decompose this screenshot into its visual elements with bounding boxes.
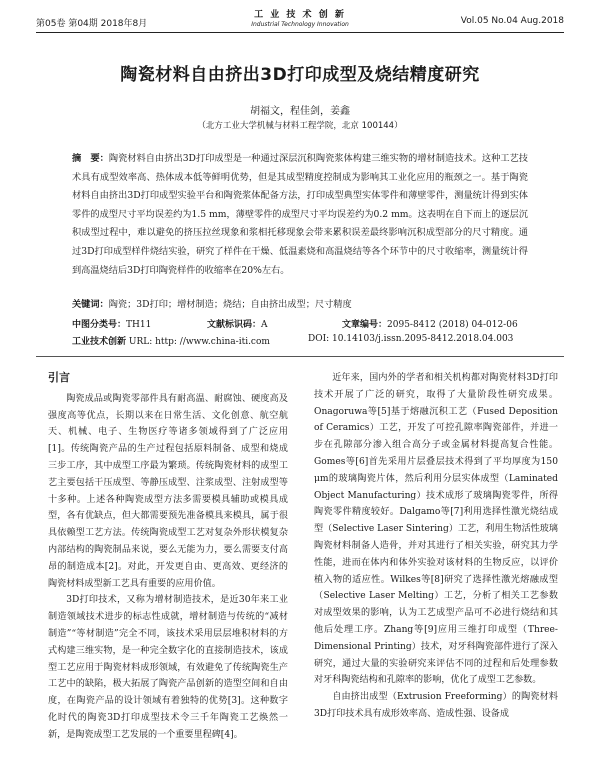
abstract-label: 摘 要： (72, 153, 109, 164)
keywords-text: 陶瓷；3D打印；增材制造；烧结；自由挤出成型；尺寸精度 (108, 299, 352, 310)
doc-code (207, 317, 268, 330)
keywords (72, 296, 528, 310)
running-header (36, 10, 564, 32)
section-title-intro: 引言 (48, 371, 70, 384)
abstract-text: 陶瓷材料自由挤出3D打印成型是一种通过深层沉积陶瓷浆体构建三维实物的增材制造技术。这种工艺技术具有成型效率高、热体成本低等鲜明优势，但是其成型精度控制成为影响其工业化应用的瓶颈之一。基于陶瓷材料自由挤出3D打印成型实验平台和陶瓷浆体配备方法，打印成型典型实体零件和薄壁零件，测量统计得到实体零件的成型尺寸平均误差约为1.5 mm，薄壁零件的成型尺寸平均误差约为0.2 mm。这表明在自下而上的逐层沉积成型过程中，难以避免的挤压拉丝现象和浆相托移现象会带来累积误差最终影响沉积成型部分的尺寸精度。通过3D打印成型样件烧结实验，研究了样件在干燥、低温素烧和高温烧结等各个环节中的尺寸收缩率，测量统计得到高温烧结后3D打印陶瓷样件的收缩率在20%左右。 (72, 153, 528, 276)
doc-code-label: 文献标识码： (207, 320, 262, 330)
clc-label: 中图分类号： (72, 320, 127, 330)
article-number-label: 文章编号： (342, 320, 388, 330)
article-number-value: 2095-8412 (2018) 04-012-06 (387, 320, 518, 330)
left-column (48, 370, 288, 744)
keywords-label: 关键词： (72, 299, 109, 310)
paragraph: 自由挤出成型（Extrusion Freeforming）的陶瓷材料3D打印技术具有成形效率高、造成性强、设备成 (314, 692, 558, 719)
url-label: 工业技术创新 (72, 337, 127, 347)
clc (72, 317, 151, 330)
doc-code-value: A (261, 320, 268, 330)
authors: 胡福文，程佳剑，姜鑫 (250, 106, 350, 117)
clc-value: TH11 (126, 320, 152, 330)
abstract (72, 150, 528, 280)
abstract-separator (36, 356, 564, 357)
url-value[interactable]: URL: http: //www.china-iti.com (128, 337, 270, 347)
paragraph: 陶瓷成品或陶瓷零部件具有耐高温、耐腐蚀、硬度高及强度高等优点，长期以来在日常生活、文化创意、航空航天、机械、电子、生物医疗等诸多领域得到了广泛应用[1]。传统陶瓷产品的生产过程包括原料制备、成型和烧成三步工序，其中成型工序最为繁琐。传统陶瓷材料的成型工艺主要包括干压成型、等静压成型、注浆成型、注射成型等十多种。上述各种陶瓷成型方法多需要模具辅助或模具成型，各有优缺点，但大都需要预先准备模具来模具，属于很具依赖型工艺方法。传统陶瓷成型工艺对复杂外形状模复杂内部结构的陶瓷制品来说，要么无能为力，要么需要支付高昂的制造成本[2]。对此，开发更自由、更高效、更经济的陶瓷材料成型新工艺具有重要的应用价值。 (48, 393, 288, 589)
header-volume-en: Vol.05 No.04 Aug.2018 (460, 16, 564, 26)
journal-name-en: Industrial Technology Innovation (251, 21, 349, 28)
journal-name-cn: 工 业 技 术 创 新 (254, 10, 346, 20)
article-number (342, 317, 518, 330)
right-column (314, 370, 558, 723)
doi[interactable]: DOI: 10.14103/j.issn.2095-8412.2018.04.003 (308, 334, 514, 344)
paper-title: 陶瓷材料自由挤出3D打印成型及烧结精度研究 (120, 65, 480, 85)
header-volume-cn: 第05卷 第04期 2018年8月 (36, 19, 148, 29)
paragraph: 3D打印技术，又称为增材制造技术，是近30年来工业制造领域技术进步的标志性成就，增材制造与传统的“减材制造”“等材制造”完全不同，该技术采用层层堆积材料的方式构建三维实物，是一种完全数字化的直接制造技术，该成型工艺应用于陶瓷材料成形领域，有效避免了传统陶瓷生产工艺中的缺陷，极大拓展了陶瓷产品创新的造型空间和自由度，在陶瓷产品的设计领域有着独特的优势[3]。这种数字化时代的陶瓷3D打印成型技术令三千年陶瓷工艺焕然一新，是陶瓷成型工艺发展的一个重要里程碑[4]。 (48, 595, 288, 740)
affiliation: （北方工业大学机械与材料工程学院，北京 100144） (197, 121, 403, 131)
url (72, 334, 270, 347)
header-rule (36, 32, 564, 33)
paragraph: 近年来，国内外的学者和相关机构都对陶瓷材料3D打印技术开展了广泛的研究，取得了大量阶段性研究成果。Onagoruwa等[5]基于熔融沉积工艺（Fused Deposition of Ceramics）工艺，开发了可控孔隙率陶瓷部件，并进一步在孔隙部分渗入组合高分子或金属材料提高复合性能。Gomes等[6]首先采用片层叠层技术得到了平均厚度为150 μm的玻璃陶瓷片体，然后利用分层实体成型（Laminated Object Manufacturing）技术成形了玻璃陶瓷零件，所得陶瓷零件精度较好。Dalgamo等[7]利用选择性激光烧结成型（Selective Laser Sintering）工艺，利用生物活性玻璃陶瓷材料制备人造骨，并对其进行了相关实验，研究其力学性能，进而在体内和体外实验对该材料的生物反应，以评价植入物的适应性。Wilkes等[8]研究了选择性激光熔融成型（Selective Laser Melting）工艺，分析了相关工艺参数对成型效果的影响，认为工艺成型产品可不必进行烧结和其他后处理工序。Zhang等[9]应用三维打印成型（Three-Dimensional Printing）技术，对牙科陶瓷部件进行了深入研究，通过大量的实验研究来评估不同的过程和后处理参数对牙科陶瓷结构和孔隙率的影响，优化了成型工艺参数。 (314, 373, 558, 686)
